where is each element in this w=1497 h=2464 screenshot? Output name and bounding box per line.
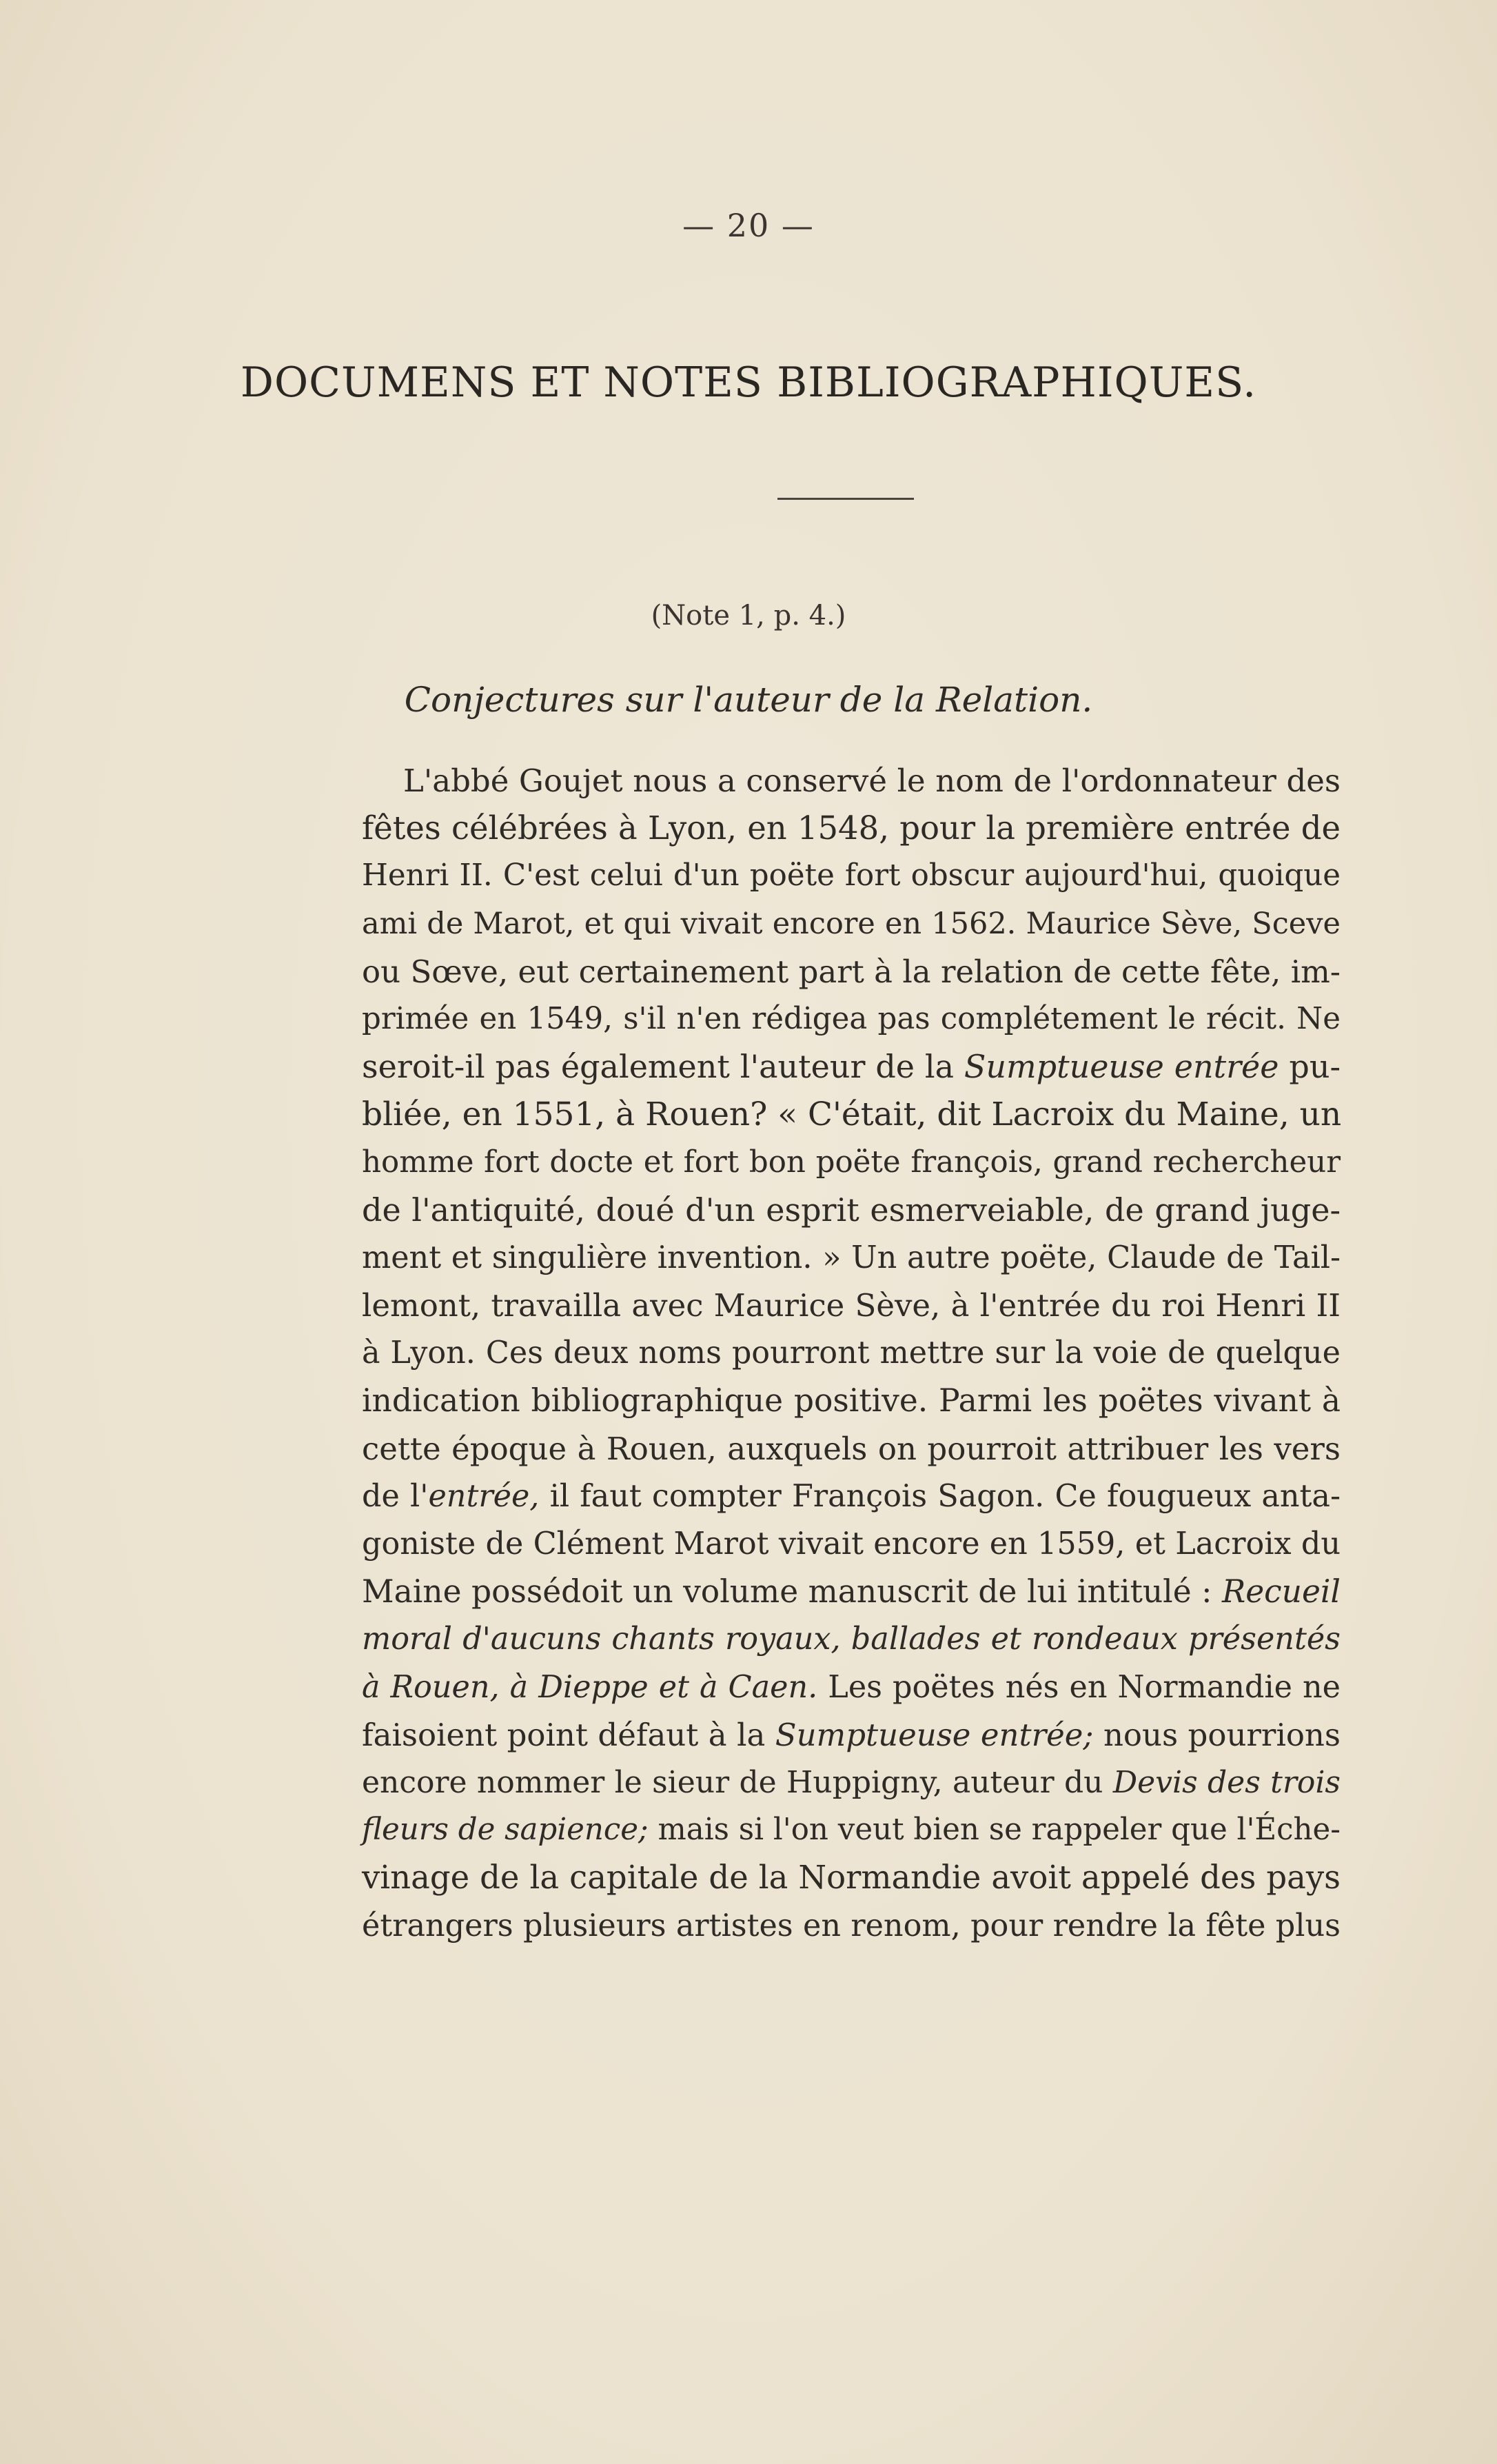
text-line bbox=[362, 1711, 1341, 1759]
text-line bbox=[362, 1234, 1341, 1282]
text-segment: de l'antiquité, doué d'un esprit esmerveiable, de grand juge- bbox=[362, 1191, 1341, 1229]
text-segment: Les poëtes nés en Normandie ne bbox=[817, 1669, 1341, 1705]
text-segment: faisoient point défaut à la bbox=[362, 1716, 775, 1753]
text-segment: fêtes célébrées à Lyon, en 1548, pour la première entrée de bbox=[362, 809, 1341, 847]
text-segment: à Lyon. Ces deux noms pourront mettre sur la voie de quelque bbox=[362, 1335, 1341, 1371]
text-line bbox=[362, 948, 1341, 996]
text-segment: nous pourrions bbox=[1093, 1716, 1341, 1753]
text-line bbox=[362, 1282, 1341, 1329]
text-line bbox=[362, 1520, 1341, 1568]
text-line bbox=[362, 900, 1341, 948]
italic-text: à Rouen, à Dieppe et à Caen. bbox=[362, 1669, 818, 1705]
text-segment: indication bibliographique positive. Parmi les poëtes vivant à bbox=[362, 1382, 1341, 1420]
text-segment: encore nommer le sieur de Huppigny, auteur du bbox=[362, 1764, 1113, 1800]
text-line bbox=[362, 1425, 1341, 1473]
note-reference: (Note 1, p. 4.) bbox=[651, 600, 846, 632]
italic-text: Recueil bbox=[1221, 1573, 1341, 1610]
text-segment: primée en 1549, s'il n'en rédigea pas complétement le récit. Ne bbox=[362, 1001, 1341, 1036]
text-line bbox=[362, 1139, 1341, 1186]
italic-text: fleurs de sapience; bbox=[362, 1812, 649, 1848]
text-line bbox=[362, 1329, 1341, 1377]
text-line bbox=[362, 1043, 1341, 1091]
text-line bbox=[362, 1377, 1341, 1424]
text-segment: étrangers plusieurs artistes en renom, pour rendre la fête plus bbox=[362, 1908, 1341, 1943]
text-line bbox=[362, 1854, 1341, 1901]
italic-text: entrée, bbox=[428, 1478, 540, 1514]
text-segment: cette époque à Rouen, auxquels on pourroit attribuer les vers bbox=[362, 1430, 1341, 1467]
text-segment: pu- bbox=[1279, 1048, 1341, 1086]
text-segment: de l' bbox=[362, 1478, 429, 1514]
text-segment: seroit-il pas également l'auteur de la bbox=[362, 1048, 964, 1086]
body-paragraph bbox=[362, 757, 1341, 1950]
text-segment: bliée, en 1551, à Rouen? « C'était, dit Lacroix du Maine, un bbox=[362, 1095, 1342, 1134]
text-line bbox=[362, 1806, 1341, 1854]
text-line bbox=[362, 805, 1341, 852]
text-segment: mais si l'on veut bien se rappeler que l'Éche- bbox=[648, 1812, 1341, 1848]
text-line bbox=[362, 996, 1341, 1043]
text-segment: ment et singulière invention. » Un autre poëte, Claude de Tail- bbox=[362, 1240, 1341, 1275]
text-line bbox=[362, 1615, 1341, 1663]
italic-text: moral d'aucuns chants royaux, ballades et rondeaux présentés bbox=[362, 1622, 1341, 1657]
text-line bbox=[362, 852, 1341, 900]
text-segment: lemont, travailla avec Maurice Sève, à l'entrée du roi Henri II bbox=[362, 1287, 1341, 1324]
text-segment: Henri II. C'est celui d'un poëte fort obscur aujourd'hui, quoique bbox=[362, 858, 1341, 893]
italic-text: Sumptueuse entrée bbox=[964, 1048, 1279, 1086]
subtitle: Conjectures sur l'auteur de la Relation. bbox=[404, 680, 1093, 720]
text-line bbox=[362, 1568, 1341, 1615]
text-line bbox=[362, 1759, 1341, 1806]
text-line bbox=[362, 1902, 1341, 1950]
text-segment: vinage de la capitale de la Normandie avoit appelé des pays bbox=[362, 1859, 1341, 1897]
text-line bbox=[362, 1186, 1341, 1234]
text-segment: il faut compter François Sagon. Ce fougueux anta- bbox=[539, 1478, 1341, 1514]
italic-text: Sumptueuse entrée; bbox=[775, 1716, 1094, 1753]
text-line bbox=[362, 1091, 1341, 1138]
heading-rule bbox=[777, 498, 914, 500]
text-segment: L'abbé Goujet nous a conservé le nom de l'ordonnateur des bbox=[403, 763, 1341, 799]
text-segment: goniste de Clément Marot vivait encore en 1559, et Lacroix du bbox=[362, 1526, 1341, 1562]
text-line bbox=[362, 1473, 1341, 1520]
text-segment: ou Sœve, eut certainement part à la relation de cette fête, im- bbox=[362, 953, 1341, 990]
text-segment: Maine possédoit un volume manuscrit de lui intitulé : bbox=[362, 1573, 1222, 1610]
text-line bbox=[362, 757, 1341, 805]
text-segment: ami de Marot, et qui vivait encore en 1562. Maurice Sève, Sceve bbox=[362, 906, 1341, 941]
page-number: — 20 — bbox=[682, 207, 815, 244]
text-line bbox=[362, 1664, 1341, 1711]
section-heading: DOCUMENS ET NOTES BIBLIOGRAPHIQUES. bbox=[240, 359, 1257, 407]
italic-text: Devis des trois bbox=[1112, 1764, 1341, 1800]
text-segment: homme fort docte et fort bon poëte françois, grand rechercheur bbox=[362, 1144, 1341, 1180]
